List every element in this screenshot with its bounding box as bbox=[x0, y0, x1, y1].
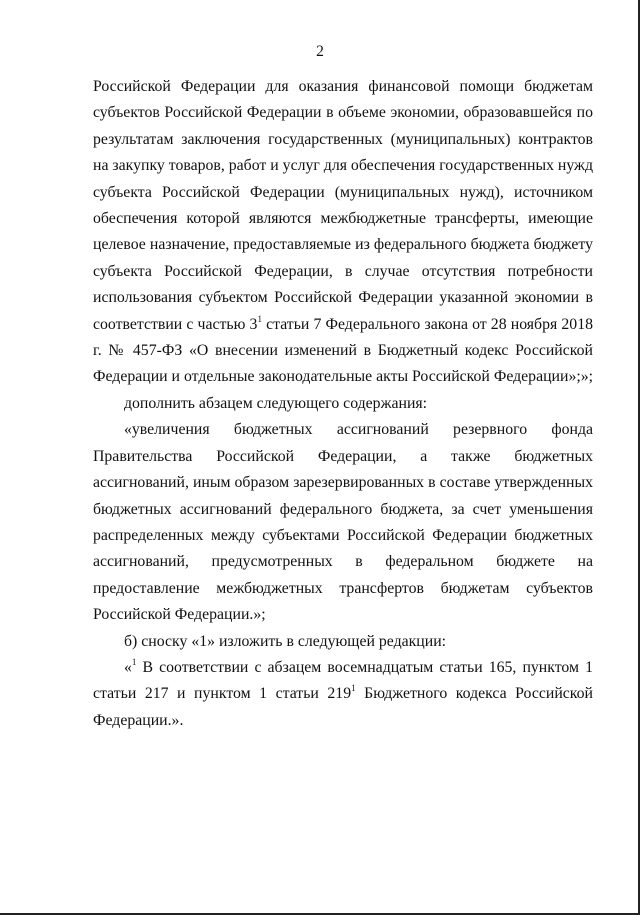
text-run: В соответствии с абзацем восемнадцатым статьи 165, пунктом 1 статьи 217 и пунктом 1 статьи 219 bbox=[93, 658, 593, 703]
text-run: Бюджетного кодекса Российской Федерации.». bbox=[93, 685, 594, 729]
paragraph bbox=[93, 74, 593, 391]
document-body bbox=[93, 74, 593, 734]
paragraph bbox=[93, 629, 593, 655]
paragraph bbox=[93, 417, 593, 628]
text-run: дополнить абзацем следующего содержания: bbox=[124, 394, 428, 412]
footnote-superscript: 1 bbox=[257, 313, 262, 324]
footnote-superscript: 1 bbox=[351, 683, 356, 694]
text-run: Российской Федерации для оказания финансовой помощи бюджетам субъектов Российской Федерации в объеме экономии, образовавшейся по результатам заключения государственных (муниципальных) контрактов на закупку товаров, работ и услуг для обеспечения государственных нужд субъекта Российской Федерации (муниципальных нужд), источником обеспечения которой являются межбюджетные трансферты, имеющие целевое назначение, предоставляемые из федерального бюджета бюджету субъекта Российской Федерации, в случае отсутствия потребности использования субъектом Российской Федерации указанной экономии в соответствии с частью 3 bbox=[93, 78, 594, 333]
text-run: б) сноску «1» изложить в следующей редакции: bbox=[124, 632, 447, 650]
text-run: статьи 7 Федерального закона от 28 ноября 2018 г. № 457-ФЗ «О внесении изменений в Бюджетный кодекс Российской Федерации и отдельные законодательные акты Российской Федерации»;»; bbox=[93, 315, 594, 386]
page-number: 2 bbox=[316, 43, 324, 60]
paragraph bbox=[93, 655, 593, 734]
text-run: «увеличения бюджетных ассигнований резервного фонда Правительства Российской Федерации, а также бюджетных ассигнований, иным образом зарезервированных в составе утвержденных бюджетных ассигнований федерального бюджета, за счет уменьшения распределенных между субъектами Российской Федерации бюджетных ассигнований, предусмотренных в федеральном бюджете на предоставление межбюджетных трансфертов бюджетам субъектов Российской Федерации.»; bbox=[93, 421, 593, 624]
text-run: « bbox=[124, 658, 132, 676]
footnote-superscript: 1 bbox=[131, 656, 137, 667]
paragraph bbox=[93, 391, 593, 417]
